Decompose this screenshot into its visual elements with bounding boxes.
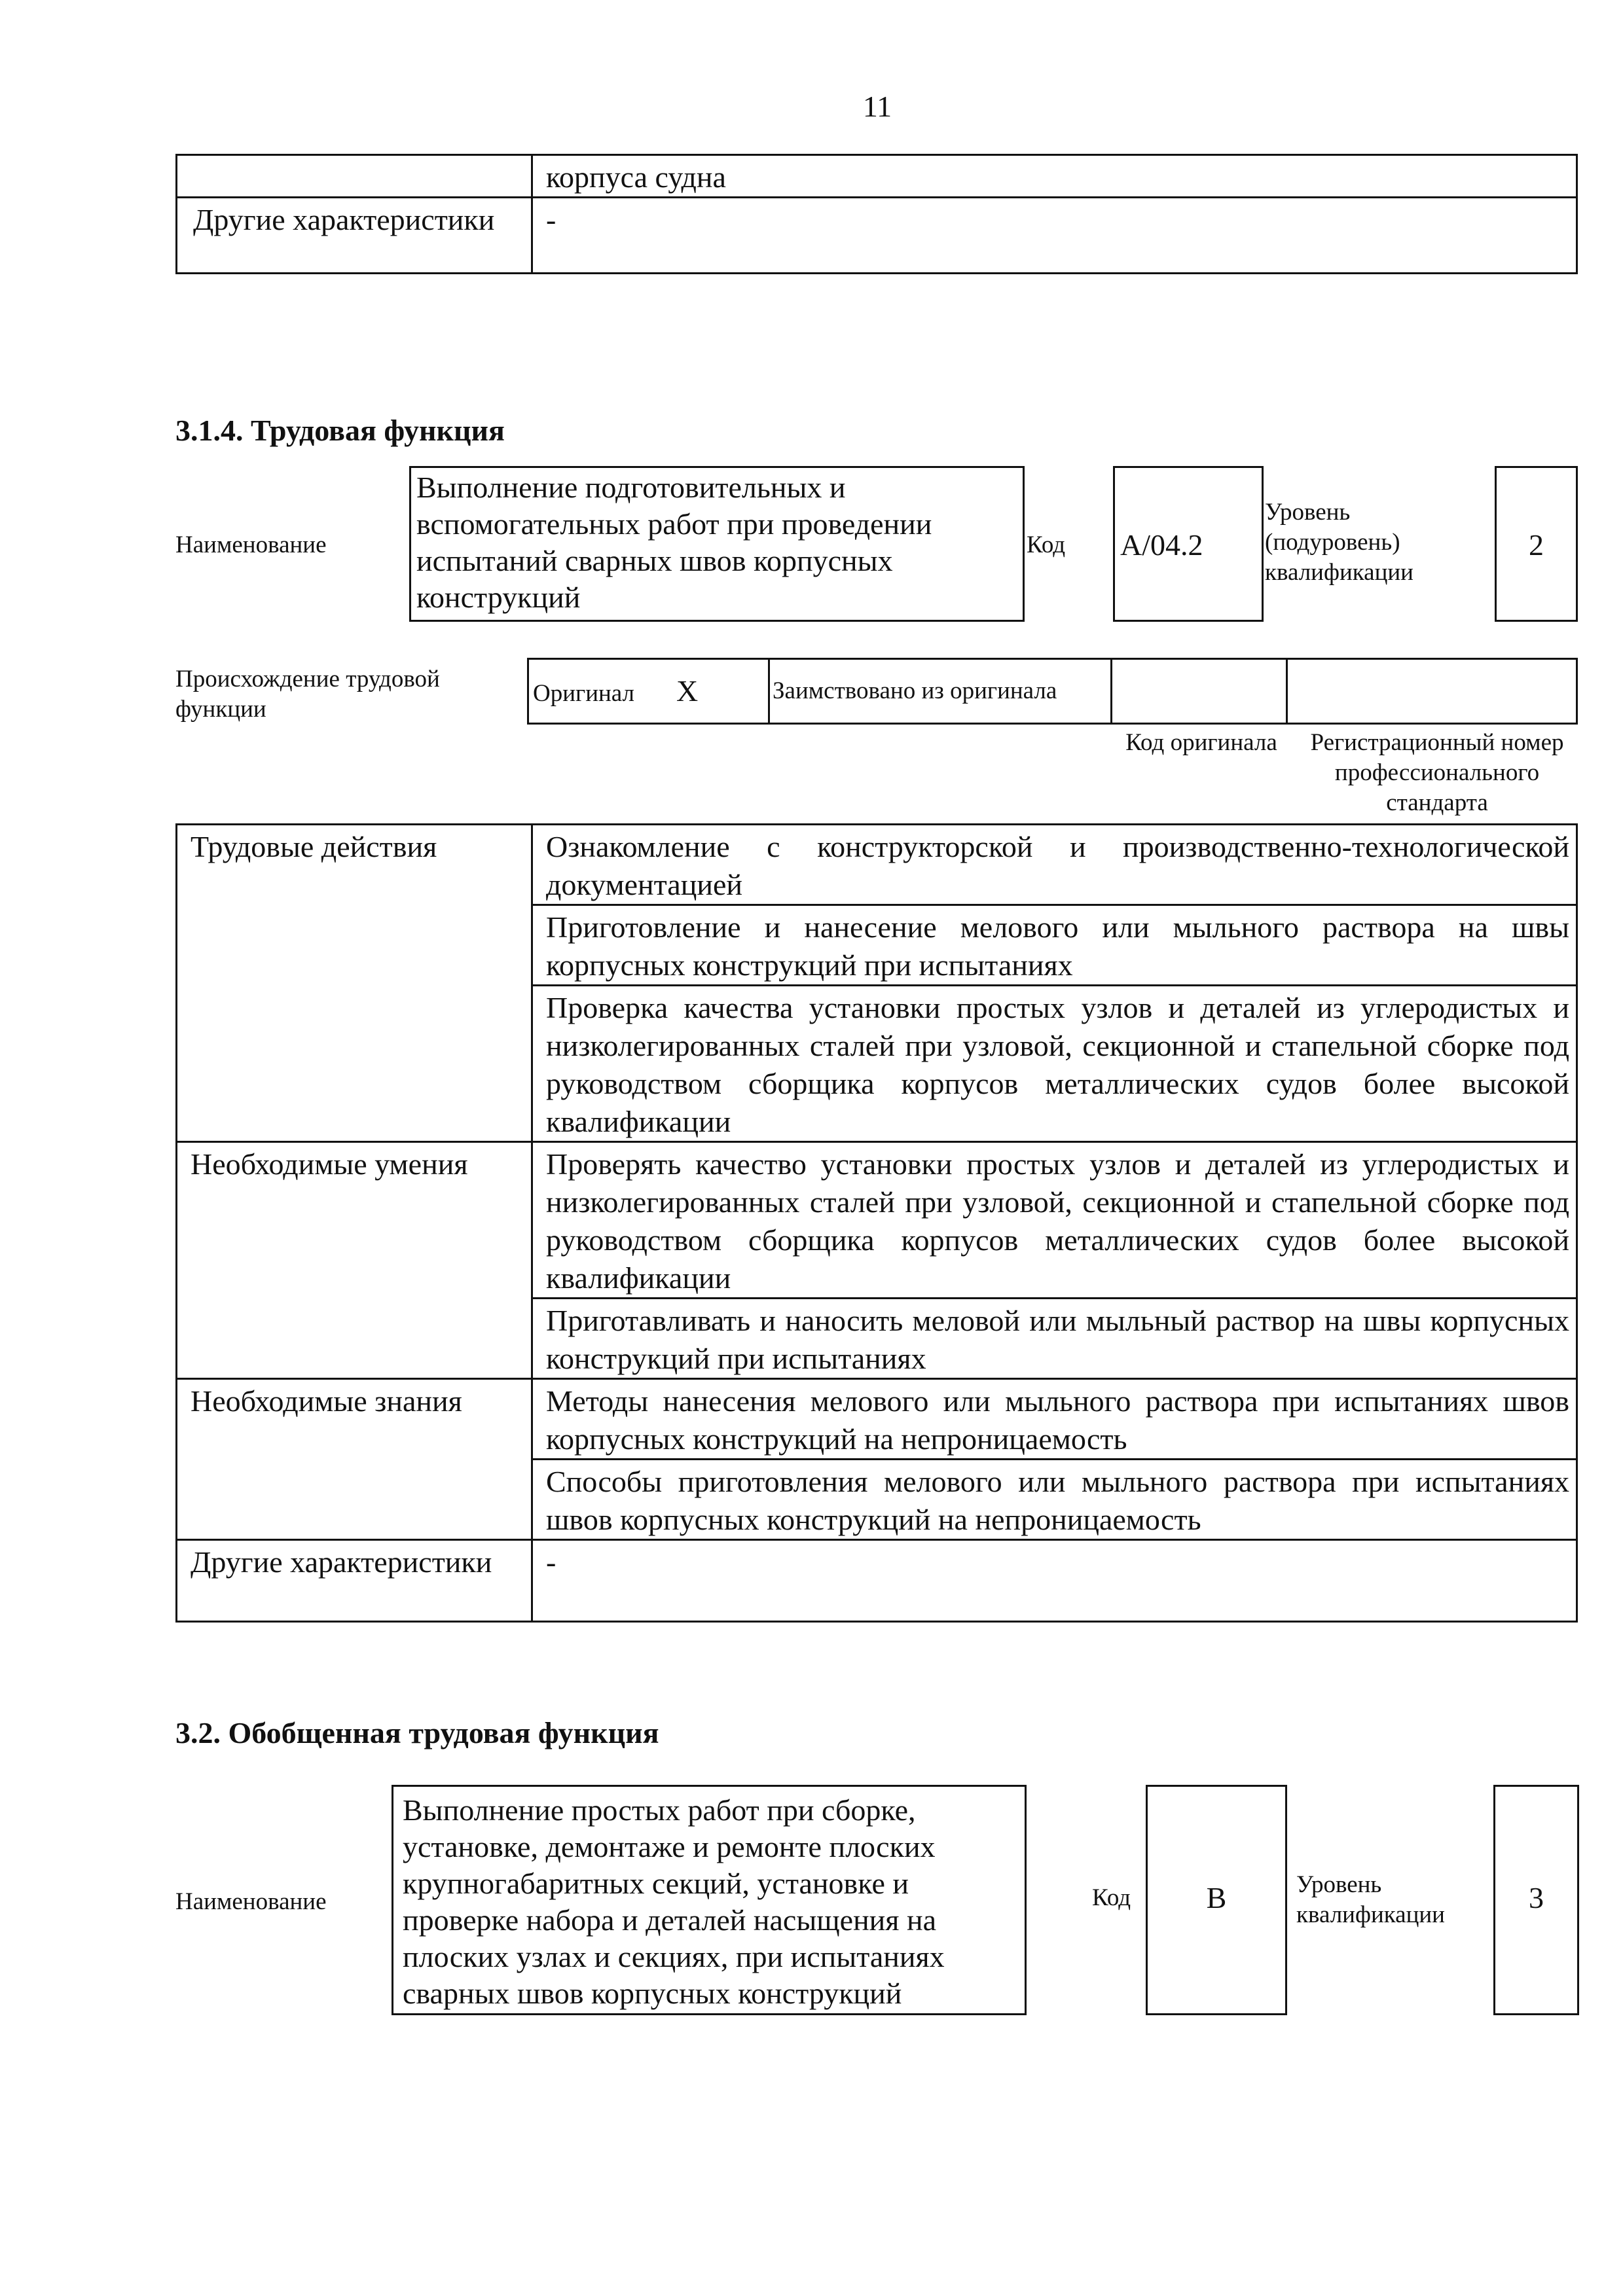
caption-code-original: Код оригинала (1125, 729, 1277, 756)
actions-item-3: Проверка качества установки простых узлов и деталей из углеродистых и низколегированных сталей при узловой, секционной и стапельной сборке под руководством сборщика корпусов металлических судов более высокой квалификации (532, 986, 1577, 1142)
origin-mark: X (676, 674, 699, 708)
origin-reg-cell (1287, 659, 1577, 724)
knowledge-item-2: Способы приготовления мелового или мыльного раствора при испытаниях швов корпусных конструкций на непроницаемость (532, 1460, 1577, 1540)
row-label-skills: Необходимые умения (177, 1142, 532, 1379)
page-number: 11 (862, 90, 892, 123)
name-value-box-32 (392, 1785, 1027, 2015)
section-heading-32: 3.2. Обобщенная трудовая функция (175, 1716, 659, 1749)
row-label-actions: Трудовые действия (177, 825, 532, 1142)
level-label-32: Уровень квалификации (1296, 1871, 1445, 1928)
code-label-314: Код (1027, 531, 1066, 558)
origin-borrowed: Заимствовано из оригинала (773, 677, 1057, 704)
skills-item-2: Приготавливать и наносить меловой или мыльный раствор на швы корпусных конструкций при испытаниях (532, 1299, 1577, 1379)
level-label-314: Уровень (подуровень) квалификации (1265, 499, 1413, 586)
level-value-32: 3 (1529, 1881, 1544, 1914)
level-value-box-32 (1493, 1785, 1579, 2015)
level-value-box-314 (1495, 466, 1578, 622)
level-value-314: 2 (1529, 528, 1544, 562)
origin-label: Происхождение трудовой функции (175, 666, 440, 723)
knowledge-item-1: Методы нанесения мелового или мыльного раствора при испытаниях швов корпусных конструкций на непроницаемость (532, 1379, 1577, 1460)
caption-reg-number: Регистрационный номер профессионального стандарта (1310, 729, 1564, 816)
code-value-314: A/04.2 (1120, 528, 1203, 562)
origin-table (527, 658, 1578, 725)
origin-original-cell (528, 659, 769, 724)
name-value-32: Выполнение простых работ при сборке, установке, демонтаже и ремонте плоских крупногабаритных секций, установке и проверке набора и деталей насыщения на плоских узлах и секциях, при испытаниях сварных швов корпусных конструкций (403, 1793, 945, 2010)
top-table-row2-right: - (532, 198, 1577, 274)
code-value-32: B (1206, 1881, 1227, 1914)
name-label-314: Наименование (175, 531, 327, 558)
top-table-empty-cell (177, 155, 532, 198)
top-table-row2-left: Другие характеристики (177, 198, 532, 274)
code-label-32: Код (1092, 1884, 1131, 1911)
origin-code-cell (1112, 659, 1287, 724)
section-heading-314: 3.1.4. Трудовая функция (175, 414, 505, 447)
code-value-box-314 (1113, 466, 1264, 622)
row-label-other: Другие характеристики (177, 1540, 532, 1622)
other-item-1: - (532, 1540, 1577, 1622)
top-table-row1-right: корпуса судна (532, 155, 1577, 198)
actions-item-2: Приготовление и нанесение мелового или мыльного раствора на швы корпусных конструкций при испытаниях (532, 905, 1577, 986)
origin-borrowed-cell (769, 659, 1112, 724)
origin-original: Оригинал (533, 680, 635, 707)
skills-item-1: Проверять качество установки простых узлов и деталей из углеродистых и низколегированных сталей при узловой, секционной и стапельной сборке под руководством сборщика корпусов металлических судов более высокой квалификации (532, 1142, 1577, 1299)
actions-item-1: Ознакомление с конструкторской и производственно-технологической документацией (532, 825, 1577, 905)
name-label-32: Наименование (175, 1888, 327, 1915)
name-value-box-314 (409, 466, 1025, 622)
code-value-box-32 (1146, 1785, 1287, 2015)
top-table (175, 154, 1578, 274)
row-label-knowledge: Необходимые знания (177, 1379, 532, 1540)
function-table-314 (175, 823, 1578, 1623)
name-value-314: Выполнение подготовительных и вспомогательных работ при проведении испытаний сварных швов корпусных конструкций (416, 471, 932, 614)
